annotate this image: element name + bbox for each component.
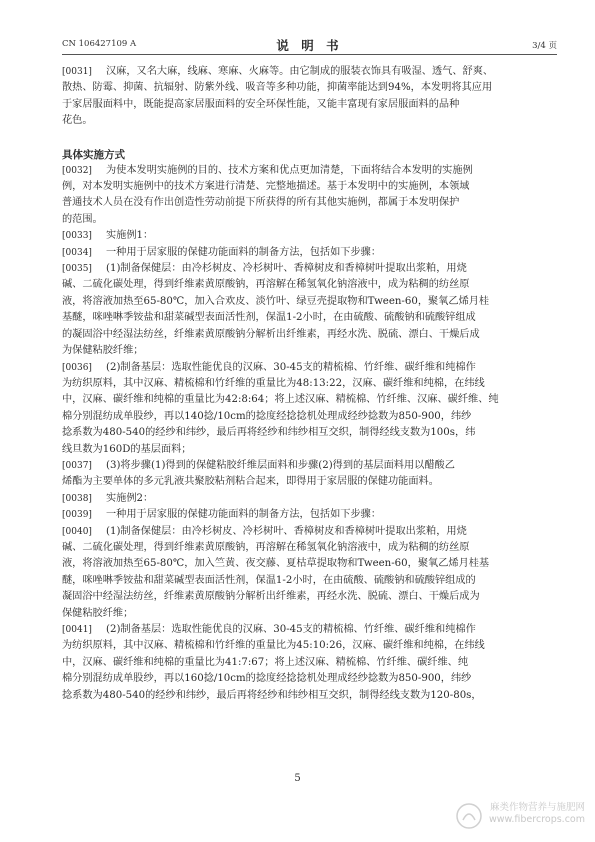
paragraph-line: 汉麻，又名大麻，线麻、寒麻、火麻等。由它制成的服装衣饰具有吸湿、透气、舒爽、 [106, 66, 494, 77]
paragraph-line: 棉分别混纺成单股纱，再以140捻/10cm的捻度经捻捻机处理成经纱捻数为850-900，纬纱 [62, 410, 472, 422]
paragraph [62, 458, 557, 491]
document-title: 说 明 书 [276, 38, 343, 53]
site-watermark [489, 802, 585, 826]
paragraph-line: 于家居服面料中，既能提高家居服面料的安全环保性能，又能丰富现有家居服面料的品种 [62, 98, 460, 110]
paragraph-number: [0036] [62, 362, 92, 373]
paragraph-line: 的凝固浴中经湿法纺丝，纤维素黄原酸钠分解析出纤维素，再经水洗、脱硫、漂白、干燥后成 [62, 328, 480, 340]
paragraph-line: 一种用于居家服的保健功能面料的制备方法，包括如下步骤： [106, 509, 382, 521]
paragraph-number: [0041] [62, 625, 92, 635]
paragraph-line: 碱、二硫化碳处理，得到纤维素黄原酸钠，再溶解在稀氢氧化钠溶液中，成为粘稠的纺丝原 [62, 279, 470, 291]
paragraph-line: 为纺织原料，其中汉麻、精梳棉和竹纤维的重量比为48:13:22，汉麻、碳纤维和纯棉，在纬线 [62, 377, 485, 389]
paragraph-line: 棉分别混纺成单股纱，再以160捻/10cm的捻度经捻捻机处理成经纱捻数为850-900，纬纱 [62, 673, 472, 685]
watermark-url: www.fibercrops.com [488, 814, 585, 825]
paragraph-line: 实施例2： [106, 492, 154, 504]
paragraph-number: [0038] [62, 493, 92, 504]
watermark-text: 麻类作物营养与施肥网 [489, 802, 585, 813]
section-title: 具体实施方式 [62, 148, 125, 161]
paragraph [62, 261, 557, 359]
paragraph-line: 线旦数为160D的基层面料； [62, 443, 192, 455]
embodiment-paragraphs [62, 163, 557, 704]
paragraph-number: [0040] [62, 526, 92, 537]
paragraph-line: 基醚，咪唑啉季铵盐和甜菜碱型表面活性剂，保温1-2小时，在由硫酸、硫酸钠和硫酸锌组成 [62, 312, 476, 324]
paragraph [62, 228, 557, 244]
paragraph-line: (1)制备保健层：由冷杉树皮、冷杉树叶、香樟树皮和香樟树叶提取出浆粕，用烧 [106, 263, 467, 275]
paragraph-line: 中，汉麻、碳纤维和纯棉的重量比为41:7:67；将上述汉麻、精梳棉、竹纤维、碳纤维、纯 [62, 656, 469, 668]
paragraph-line: 实施例1： [106, 230, 154, 242]
paragraph-line: (2)制备基层：选取性能优良的汉麻、30-45支的精梳棉、竹纤维、碳纤维和纯棉作 [106, 361, 476, 373]
paragraph-line: 醚，咪唑啉季铵盐和甜菜碱型表面活性剂，保温1-2小时，在由硫酸、硫酸钠和硫酸锌组成的 [62, 574, 476, 586]
paragraph [62, 245, 557, 261]
paragraph-number: [0035] [62, 264, 92, 275]
paragraph-line: 液，将溶液加热至65-80℃，加入合欢皮、淡竹叶、绿豆壳提取物和Tween-60，聚氧乙烯月桂 [62, 295, 490, 307]
paragraph-line: 为保健粘胶纤维； [62, 345, 144, 357]
paragraph [62, 524, 557, 622]
paragraph-line: 保健粘胶纤维； [62, 607, 134, 619]
paragraph-number: [0031] [62, 67, 92, 77]
paragraph [62, 622, 557, 704]
page-number: 5 [294, 773, 301, 784]
page-header [62, 36, 557, 52]
document-body [62, 64, 557, 704]
paragraph-number: [0039] [62, 510, 92, 521]
paragraph-number: [0033] [62, 231, 92, 242]
paragraph-line: 为使本发明实施例的目的、技术方案和优点更加清楚，下面将结合本发明的实施例 [106, 164, 473, 176]
paragraph-line: 中，汉麻、碳纤维和纯棉的重量比为42:8:64；将上述汉麻、精梳棉、竹纤维、汉麻、碳纤维、纯 [62, 394, 499, 406]
paragraph-line: 的范围。 [62, 213, 103, 225]
paragraph-line: 散热、防霉、抑菌、抗辐射、防紫外线、吸音等多种功能，抑菌率能达到94%，本发明将其应用 [62, 82, 493, 94]
header-divider [62, 54, 557, 55]
paragraph [62, 507, 557, 523]
paragraph-number: [0034] [62, 247, 92, 258]
paragraph-number: [0037] [62, 460, 92, 471]
paragraph-line: 为纺织原料，其中汉麻、精梳棉和竹纤维的重量比为45:10:26，汉麻、碳纤维和纯棉，在纬线 [62, 640, 485, 652]
page-indicator: 3/4 页 [532, 41, 557, 51]
paragraph [62, 491, 557, 507]
paragraph-line: 捻系数为480-540的经纱和纬纱，最后再将经纱和纬纱相互交织，制得经线支数为100s，纬 [62, 427, 476, 439]
paragraph-line: 例，对本发明实施例中的技术方案进行清楚、完整地描述。基于本发明中的实施例，本领域 [62, 181, 470, 193]
paragraph-line: 液，将溶液加热至65-80℃，加入竺黄、夜交藤、夏枯草提取物和Tween-60，聚氧乙烯月桂基 [62, 558, 490, 570]
paragraph-number: [0032] [62, 165, 92, 176]
paragraph [62, 360, 557, 458]
paragraph-line: (3)将步骤(1)得到的保健粘胶纤维层面料和步骤(2)得到的基层面料用以醋酸乙 [106, 459, 455, 471]
intro-paragraphs [62, 64, 557, 130]
watermark-logo-icon [455, 802, 483, 830]
paragraph-line: 普通技术人员在没有作出创造性劳动前提下所获得的所有其他实施例，都属于本发明保护 [62, 197, 460, 209]
paragraph-line: 烯酯为主要单体的多元乳液共聚胶粘剂粘合起来，即得用于家居服的保健功能面料。 [62, 476, 439, 488]
paragraph-line: (1)制备保健层：由冷杉树皮、冷杉树叶、香樟树皮和香樟树叶提取出浆粕，用烧 [106, 525, 467, 537]
paragraph-line: 碱、二硫化碳处理，得到纤维素黄原酸钠，再溶解在稀氢氧化钠溶液中，成为粘稠的纺丝原 [62, 541, 470, 553]
paragraph-line: 一种用于居家服的保健功能面料的制备方法，包括如下步骤： [106, 246, 382, 258]
paragraph [62, 163, 557, 229]
paragraph-line: 花色。 [62, 115, 93, 127]
paragraph-line: (2)制备基层：选取性能优良的汉麻、30-45支的精梳棉、竹纤维、碳纤维和纯棉作 [106, 624, 476, 635]
paragraph [62, 64, 557, 130]
paragraph-line: 捻系数为480-540的经纱和纬纱，最后再将经纱和纬纱相互交织，制得经线支数为120-80s， [62, 689, 482, 701]
paragraph-line: 凝固浴中经湿法纺丝，纤维素黄原酸钠分解析出纤维素，再经水洗、脱硫、漂白、干燥后成为 [62, 591, 480, 603]
publication-number: CN 106427109 A [62, 39, 137, 49]
